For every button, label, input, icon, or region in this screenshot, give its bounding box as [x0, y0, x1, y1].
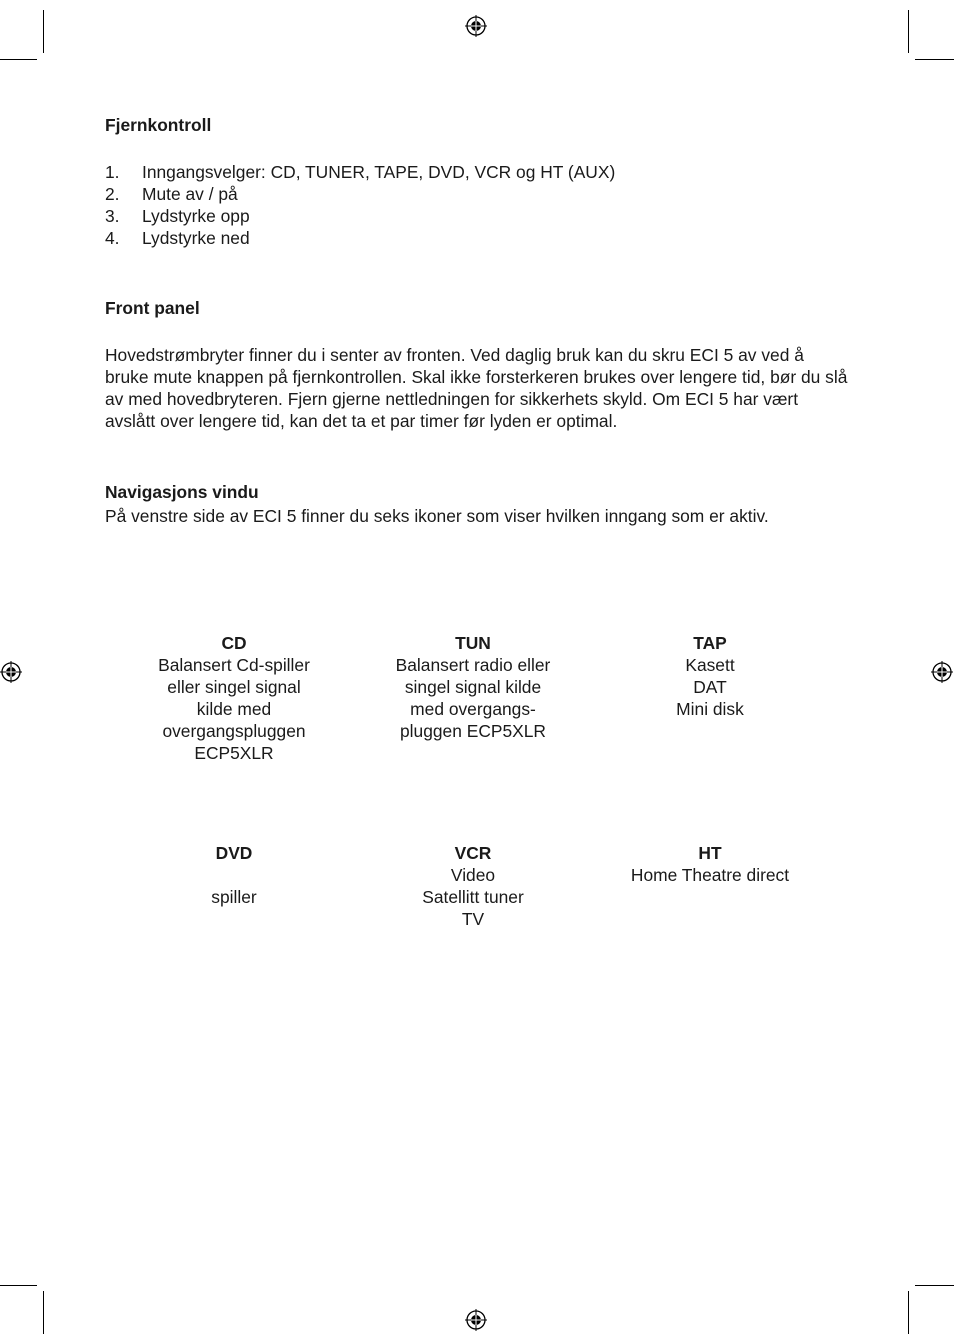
icon-title: DVD — [215, 843, 253, 863]
list-text: Lydstyrke opp — [142, 206, 250, 226]
front-panel-paragraph: Hovedstrømbryter finner du i senter av fronten. Ved daglig bruk kan du skru ECI 5 av ved å bruke mute knappen på fjernkontrollen. Skal ikke forsterkeren brukes over lengere tid, bør du slå av med hovedbryteren. Fjern gjerne nettledningen for sikkerhets skyld. Om ECI 5 har vært avslått over lengere tid, kan det ta et par timer før lyden er optimal. — [105, 345, 848, 431]
icon-line: med overgangs- — [410, 699, 536, 719]
icon-line: eller singel signal — [167, 677, 301, 697]
crop-mark — [908, 10, 909, 53]
front-panel-heading: Front panel — [105, 298, 200, 318]
crop-mark — [915, 59, 954, 60]
list-item — [105, 227, 615, 249]
icon-line: overgangspluggen — [162, 721, 306, 741]
crop-mark — [915, 1285, 954, 1286]
icon-description-tun — [373, 632, 573, 742]
icon-description-vcr — [373, 842, 573, 930]
icon-line: Balansert radio eller — [395, 655, 551, 675]
navigation-window-paragraph: På venstre side av ECI 5 finner du seks ikoner som viser hvilken inngang som er aktiv. — [105, 506, 769, 526]
navigation-window-heading: Navigasjons vindu — [105, 482, 259, 502]
icon-line: Video — [450, 865, 496, 885]
icon-line: singel signal kilde — [404, 677, 542, 697]
icon-line: TV — [461, 909, 485, 929]
list-item — [105, 205, 615, 227]
crop-mark — [43, 10, 44, 53]
list-number: 1. — [105, 162, 120, 182]
icon-line: kilde med — [196, 699, 272, 719]
crop-mark — [0, 59, 37, 60]
icon-description-dvd — [134, 842, 334, 908]
registration-mark-icon — [465, 1309, 487, 1331]
icon-line: Kasett — [685, 655, 735, 675]
icon-line: ECP5XLR — [194, 743, 274, 763]
crop-mark — [908, 1291, 909, 1334]
registration-mark-icon — [931, 661, 953, 683]
icon-line: DAT — [693, 677, 727, 697]
icon-line: Balansert Cd-spiller — [158, 655, 310, 675]
remote-heading: Fjernkontroll — [105, 115, 212, 135]
icon-description-cd — [134, 632, 334, 764]
icon-line: Home Theatre direct — [630, 865, 790, 885]
icon-line: pluggen ECP5XLR — [400, 721, 546, 741]
registration-mark-icon — [0, 661, 22, 683]
list-number: 4. — [105, 228, 120, 248]
list-item — [105, 161, 615, 183]
list-text: Inngangsvelger: CD, TUNER, TAPE, DVD, VCR og HT (AUX) — [142, 162, 616, 182]
icon-line: Satellitt tuner — [422, 887, 524, 907]
icon-line: spiller — [211, 887, 257, 907]
list-item — [105, 183, 615, 205]
icon-line — [134, 864, 334, 886]
icon-description-ht — [600, 842, 820, 886]
list-number: 3. — [105, 206, 120, 226]
list-number: 2. — [105, 184, 120, 204]
list-text: Lydstyrke ned — [142, 228, 250, 248]
remote-button-list — [105, 161, 615, 249]
icon-line: Mini disk — [676, 699, 744, 719]
icon-title: TUN — [455, 633, 491, 653]
crop-mark — [43, 1291, 44, 1334]
icon-title: HT — [698, 843, 722, 863]
icon-description-tap — [610, 632, 810, 720]
icon-title: TAP — [693, 633, 727, 653]
icon-title: VCR — [454, 843, 492, 863]
crop-mark — [0, 1285, 37, 1286]
icon-title: CD — [221, 633, 247, 653]
list-text: Mute av / på — [142, 184, 238, 204]
registration-mark-icon — [465, 15, 487, 37]
